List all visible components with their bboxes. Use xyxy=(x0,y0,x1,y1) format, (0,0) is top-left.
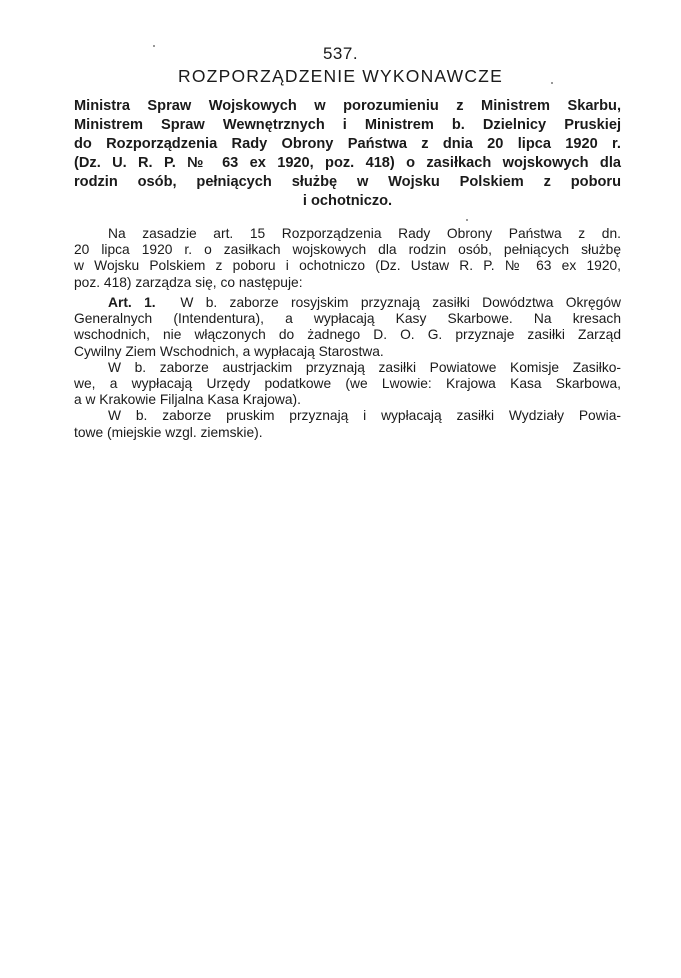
subtitle-line: (Dz. U. R. P. № 63 ex 1920, poz. 418) o zasiłkach wojskowych dla xyxy=(74,155,621,171)
subtitle-line: rodzin osób, pełniących służbę w Wojsku Polskiem z poboru xyxy=(74,174,621,190)
article-1 xyxy=(74,295,621,441)
scan-speck xyxy=(153,45,155,47)
subtitle-line: do Rozporządzenia Rady Obrony Państwa z dnia 20 lipca 1920 r. xyxy=(74,136,621,152)
page-number: 537. xyxy=(322,44,359,63)
article-line-end: towe (miejskie wzgl. ziemskie). xyxy=(74,424,263,440)
article-label: Art. 1. xyxy=(108,295,156,310)
article-line: Generalnych (Intendentura), a wypłacają Kasy Skarbowe. Na kresach xyxy=(74,311,621,327)
article-first-line-text: W b. zaborze rosyjskim przyznają zasiłki Dowództwa Okręgów xyxy=(180,295,621,310)
intro-line: w Wojsku Polskiem z poboru i ochotniczo (Dz. Ustaw R. P. № 63 ex 1920, xyxy=(74,258,621,274)
article-line-end: a w Krakowie Filjalna Kasa Krajowa). xyxy=(74,392,301,408)
article-line: wschodnich, nie włączonych do żadnego D. O. G. przyznaje zasiłki Zarząd xyxy=(74,327,621,343)
scan-speck xyxy=(551,82,553,84)
subtitle-last-line: i ochotniczo. xyxy=(302,193,393,209)
scan-speck xyxy=(466,219,468,221)
intro-last-line: poz. 418) zarządza się, co następuje: xyxy=(74,274,303,290)
intro-line: 20 lipca 1920 r. o zasiłkach wojskowych dla rodzin osób, pełniących służbę xyxy=(74,242,621,258)
document-subtitle xyxy=(74,97,621,211)
article-line-end: Cywilny Ziem Wschodnich, a wypłacają Starostwa. xyxy=(74,343,384,359)
intro-line: Na zasadzie art. 15 Rozporządzenia Rady Obrony Państwa z dn. xyxy=(108,226,621,241)
article-line: W b. zaborze austrjackim przyznają zasiłki Powiatowe Komisje Zasiłko- xyxy=(108,359,621,375)
subtitle-line: Ministrem Spraw Wewnętrznych i Ministrem b. Dzielnicy Pruskiej xyxy=(74,117,621,133)
document-title: ROZPORZĄDZENIE WYKONAWCZE xyxy=(178,66,503,86)
intro-paragraph xyxy=(74,226,621,291)
article-line: W b. zaborze pruskim przyznają i wypłacają zasiłki Wydziały Powia- xyxy=(108,408,621,424)
article-first-line xyxy=(74,295,621,311)
article-line: we, a wypłacają Urzędy podatkowe (we Lwowie: Krajowa Kasa Skarbowa, xyxy=(74,376,621,392)
subtitle-line: Ministra Spraw Wojskowych w porozumieniu z Ministrem Skarbu, xyxy=(74,98,621,114)
